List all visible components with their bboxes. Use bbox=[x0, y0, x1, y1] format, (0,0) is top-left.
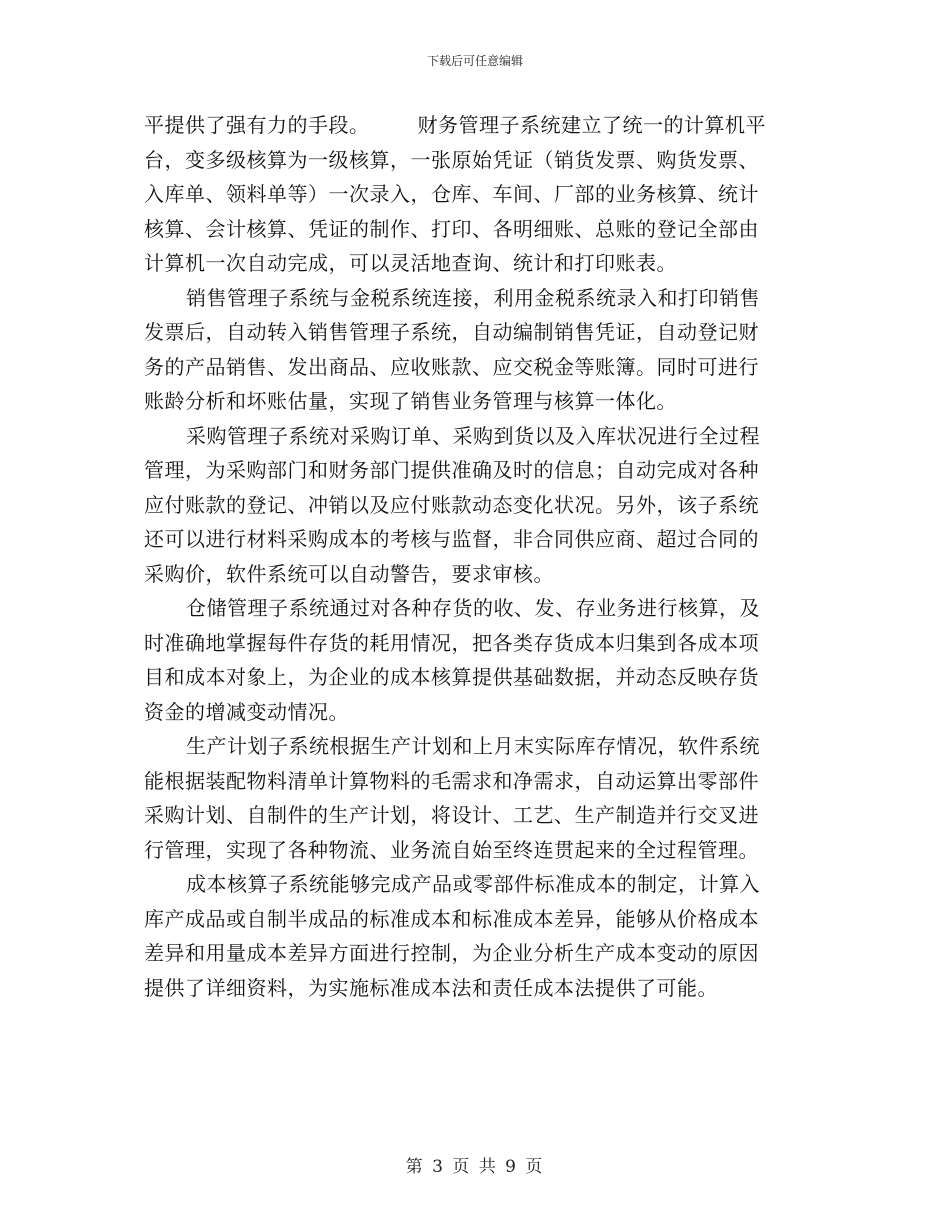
text-line: 仓储管理子系统通过对各种存货的收、发、存业务进行核算，及 bbox=[186, 596, 760, 620]
paragraph-cost-accounting bbox=[144, 867, 806, 1005]
text-line: 务的产品销售、发出商品、应收账款、应交税金等账簿。同时可进行 bbox=[144, 354, 759, 379]
text-line: 差异和用量成本差异方面进行控制，为企业分析生产成本变动的原因 bbox=[144, 941, 759, 965]
text-line: 入库单、领料单等）一次录入，仓库、车间、厂部的业务核算、统计 bbox=[144, 182, 759, 206]
text-line: 库产成品或自制半成品的标准成本和标准成本差异，能够从价格成本 bbox=[144, 906, 759, 931]
document-body bbox=[144, 108, 806, 1005]
paragraph-production-planning bbox=[144, 729, 806, 867]
text-segment: 平提供了强有力的手段。 bbox=[144, 113, 370, 137]
text-line: 还可以进行材料采购成本的考核与监督，非合同供应商、超过合同的 bbox=[144, 527, 759, 551]
text-line: 资金的增减变动情况。 bbox=[144, 699, 349, 724]
text-line: 能根据装配物料清单计算物料的毛需求和净需求，自动运算出零部件 bbox=[144, 768, 759, 793]
text-line: 台，变多级核算为一级核算，一张原始凭证（销货发票、购货发票、 bbox=[144, 147, 759, 172]
text-line: 账龄分析和坏账估量，实现了销售业务管理与核算一体化。 bbox=[144, 389, 677, 413]
page-number-footer: 第 3 页 共 9 页 bbox=[405, 1157, 545, 1177]
text-line: 提供了详细资料，为实施标准成本法和责任成本法提供了可能。 bbox=[144, 975, 718, 1000]
text-line: 采购计划、自制件的生产计划，将设计、工艺、生产制造并行交叉进 bbox=[144, 803, 759, 827]
text-line: 采购价，软件系统可以自动警告，要求审核。 bbox=[144, 561, 554, 586]
text-line bbox=[144, 108, 806, 143]
paragraph-sales bbox=[144, 281, 806, 419]
text-line: 行管理，实现了各种物流、业务流自始至终连贯起来的全过程管理。 bbox=[144, 837, 759, 862]
text-segment: 财务管理子系统建立了统一的计算机平 bbox=[417, 113, 766, 137]
text-line: 时准确地掌握每件存货的耗用情况，把各类存货成本归集到各成本项 bbox=[144, 630, 759, 655]
text-line: 生产计划子系统根据生产计划和上月末实际库存情况，软件系统 bbox=[186, 734, 760, 758]
text-line: 成本核算子系统能够完成产品或零部件标准成本的制定，计算入 bbox=[186, 872, 760, 896]
text-line: 采购管理子系统对采购订单、采购到货以及入库状况进行全过程 bbox=[186, 423, 760, 448]
text-line: 计算机一次自动完成，可以灵活地查询、统计和打印账表。 bbox=[144, 251, 677, 275]
text-line: 销售管理子系统与金税系统连接，利用金税系统录入和打印销售 bbox=[186, 285, 760, 310]
text-line: 管理，为采购部门和财务部门提供准确及时的信息；自动完成对各种 bbox=[144, 458, 759, 482]
paragraph-finance bbox=[144, 108, 806, 281]
paragraph-purchasing bbox=[144, 419, 806, 592]
text-line: 核算、会计核算、凭证的制作、打印、各明细账、总账的登记全部由 bbox=[144, 216, 759, 241]
paragraph-warehouse bbox=[144, 591, 806, 729]
page-header: 下载后可任意编辑 bbox=[426, 54, 523, 68]
text-line: 应付账款的登记、冲销以及应付账款动态变化状况。另外，该子系统 bbox=[144, 492, 759, 517]
text-line: 目和成本对象上，为企业的成本核算提供基础数据，并动态反映存货 bbox=[144, 665, 759, 689]
text-line: 发票后，自动转入销售管理子系统，自动编制销售凭证，自动登记财 bbox=[144, 320, 759, 344]
